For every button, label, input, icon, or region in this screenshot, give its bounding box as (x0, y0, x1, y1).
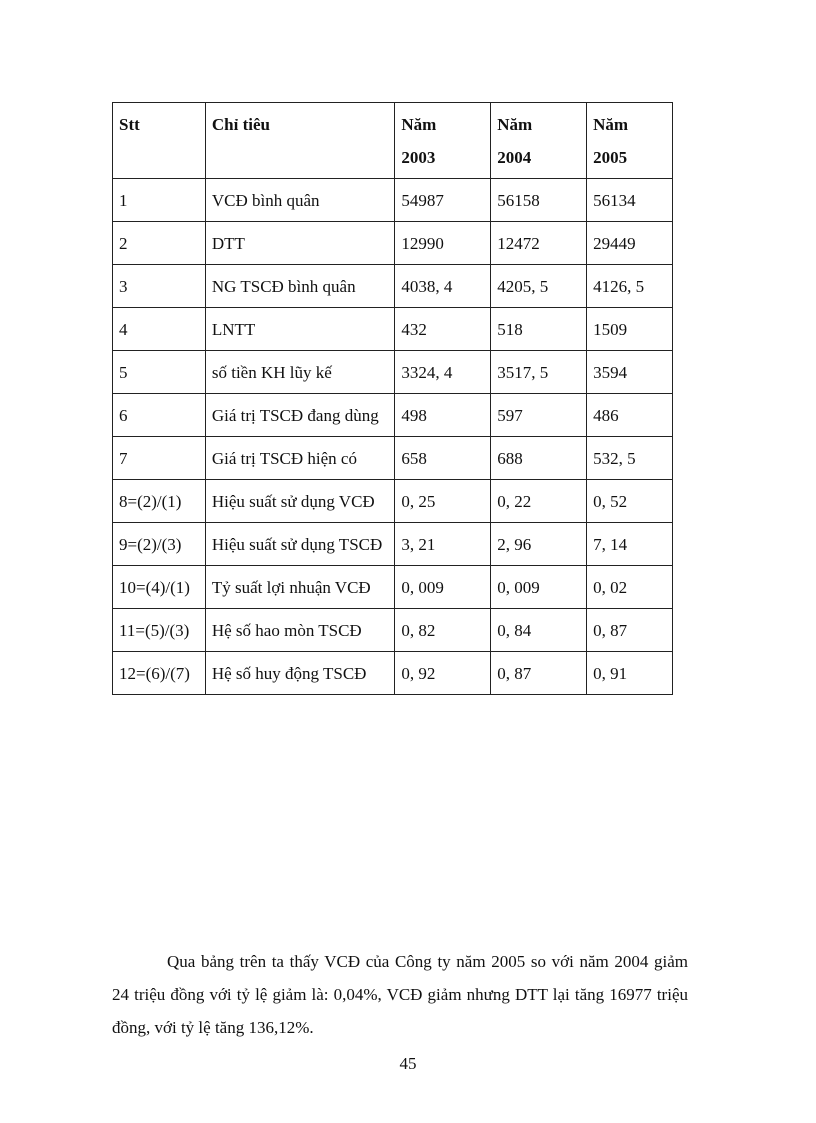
table-row (113, 222, 673, 265)
header-year-2005 (587, 103, 673, 179)
cell-y2003: 4038, 4 (395, 265, 491, 308)
header-year-2003-label: Năm (401, 115, 437, 134)
cell-stt: 3 (113, 265, 206, 308)
header-stt: Stt (113, 103, 206, 179)
cell-y2005: 0, 02 (587, 566, 673, 609)
table-row (113, 652, 673, 695)
cell-y2004: 518 (491, 308, 587, 351)
cell-stt: 4 (113, 308, 206, 351)
cell-y2004: 0, 22 (491, 480, 587, 523)
cell-stt: 6 (113, 394, 206, 437)
cell-stt: 10=(4)/(1) (113, 566, 206, 609)
cell-y2005: 7, 14 (587, 523, 673, 566)
page-number: 45 (399, 1054, 417, 1073)
table-row (113, 437, 673, 480)
cell-y2004: 0, 009 (491, 566, 587, 609)
cell-y2004: 4205, 5 (491, 265, 587, 308)
cell-y2005: 56134 (587, 179, 673, 222)
table-row (113, 265, 673, 308)
cell-stt: 5 (113, 351, 206, 394)
cell-stt: 11=(5)/(3) (113, 609, 206, 652)
cell-y2004: 56158 (491, 179, 587, 222)
cell-y2005: 4126, 5 (587, 265, 673, 308)
cell-chi-tieu: số tiền KH lũy kế (205, 351, 395, 394)
cell-y2005: 3594 (587, 351, 673, 394)
cell-y2005: 1509 (587, 308, 673, 351)
header-year-2003 (395, 103, 491, 179)
cell-y2004: 688 (491, 437, 587, 480)
header-year-2005-value: 2005 (593, 148, 628, 167)
cell-chi-tieu: DTT (205, 222, 395, 265)
cell-y2004: 597 (491, 394, 587, 437)
table-body (113, 179, 673, 695)
cell-y2005: 0, 52 (587, 480, 673, 523)
cell-y2004: 0, 84 (491, 609, 587, 652)
cell-stt: 12=(6)/(7) (113, 652, 206, 695)
cell-y2003: 0, 25 (395, 480, 491, 523)
analysis-paragraph (112, 945, 688, 1044)
indicator-table (112, 102, 673, 695)
table-row (113, 566, 673, 609)
cell-chi-tieu: Hệ số hao mòn TSCĐ (205, 609, 395, 652)
cell-y2003: 12990 (395, 222, 491, 265)
cell-stt: 8=(2)/(1) (113, 480, 206, 523)
cell-y2005: 0, 87 (587, 609, 673, 652)
cell-chi-tieu: Giá trị TSCĐ hiện có (205, 437, 395, 480)
cell-chi-tieu: VCĐ bình quân (205, 179, 395, 222)
cell-y2003: 3, 21 (395, 523, 491, 566)
cell-y2004: 0, 87 (491, 652, 587, 695)
cell-y2003: 658 (395, 437, 491, 480)
cell-y2003: 0, 92 (395, 652, 491, 695)
cell-y2003: 432 (395, 308, 491, 351)
table-header-row (113, 103, 673, 179)
cell-chi-tieu: Hiệu suất sử dụng TSCĐ (205, 523, 395, 566)
analysis-paragraph-text: Qua bảng trên ta thấy VCĐ của Công ty năm 2005 so với năm 2004 giảm 24 triệu đồng với tỷ lệ giảm là: 0,04%, VCĐ giảm nhưng DTT lại tăng 16977 triệu đồng, với tỷ lệ tăng 136,12%. (112, 952, 688, 1037)
cell-stt: 2 (113, 222, 206, 265)
table-row (113, 308, 673, 351)
table-row (113, 480, 673, 523)
cell-y2005: 29449 (587, 222, 673, 265)
header-year-2004-value: 2004 (497, 148, 532, 167)
cell-stt: 7 (113, 437, 206, 480)
cell-stt: 1 (113, 179, 206, 222)
header-year-2004 (491, 103, 587, 179)
cell-y2004: 3517, 5 (491, 351, 587, 394)
table-row (113, 179, 673, 222)
cell-y2003: 54987 (395, 179, 491, 222)
cell-y2003: 3324, 4 (395, 351, 491, 394)
cell-y2003: 0, 82 (395, 609, 491, 652)
table-row (113, 351, 673, 394)
header-year-2004-label: Năm (497, 115, 533, 134)
cell-y2003: 0, 009 (395, 566, 491, 609)
table-row (113, 609, 673, 652)
header-chi-tieu: Chỉ tiêu (205, 103, 395, 179)
cell-y2004: 12472 (491, 222, 587, 265)
cell-y2004: 2, 96 (491, 523, 587, 566)
cell-y2003: 498 (395, 394, 491, 437)
cell-chi-tieu: Tỷ suất lợi nhuận VCĐ (205, 566, 395, 609)
cell-chi-tieu: NG TSCĐ bình quân (205, 265, 395, 308)
cell-y2005: 486 (587, 394, 673, 437)
cell-chi-tieu: Hệ số huy động TSCĐ (205, 652, 395, 695)
table-row (113, 394, 673, 437)
cell-y2005: 532, 5 (587, 437, 673, 480)
cell-chi-tieu: Hiệu suất sử dụng VCĐ (205, 480, 395, 523)
table-row (113, 523, 673, 566)
header-year-2003-value: 2003 (401, 148, 436, 167)
cell-stt: 9=(2)/(3) (113, 523, 206, 566)
cell-chi-tieu: Giá trị TSCĐ đang dùng (205, 394, 395, 437)
cell-chi-tieu: LNTT (205, 308, 395, 351)
header-year-2005-label: Năm (593, 115, 629, 134)
cell-y2005: 0, 91 (587, 652, 673, 695)
